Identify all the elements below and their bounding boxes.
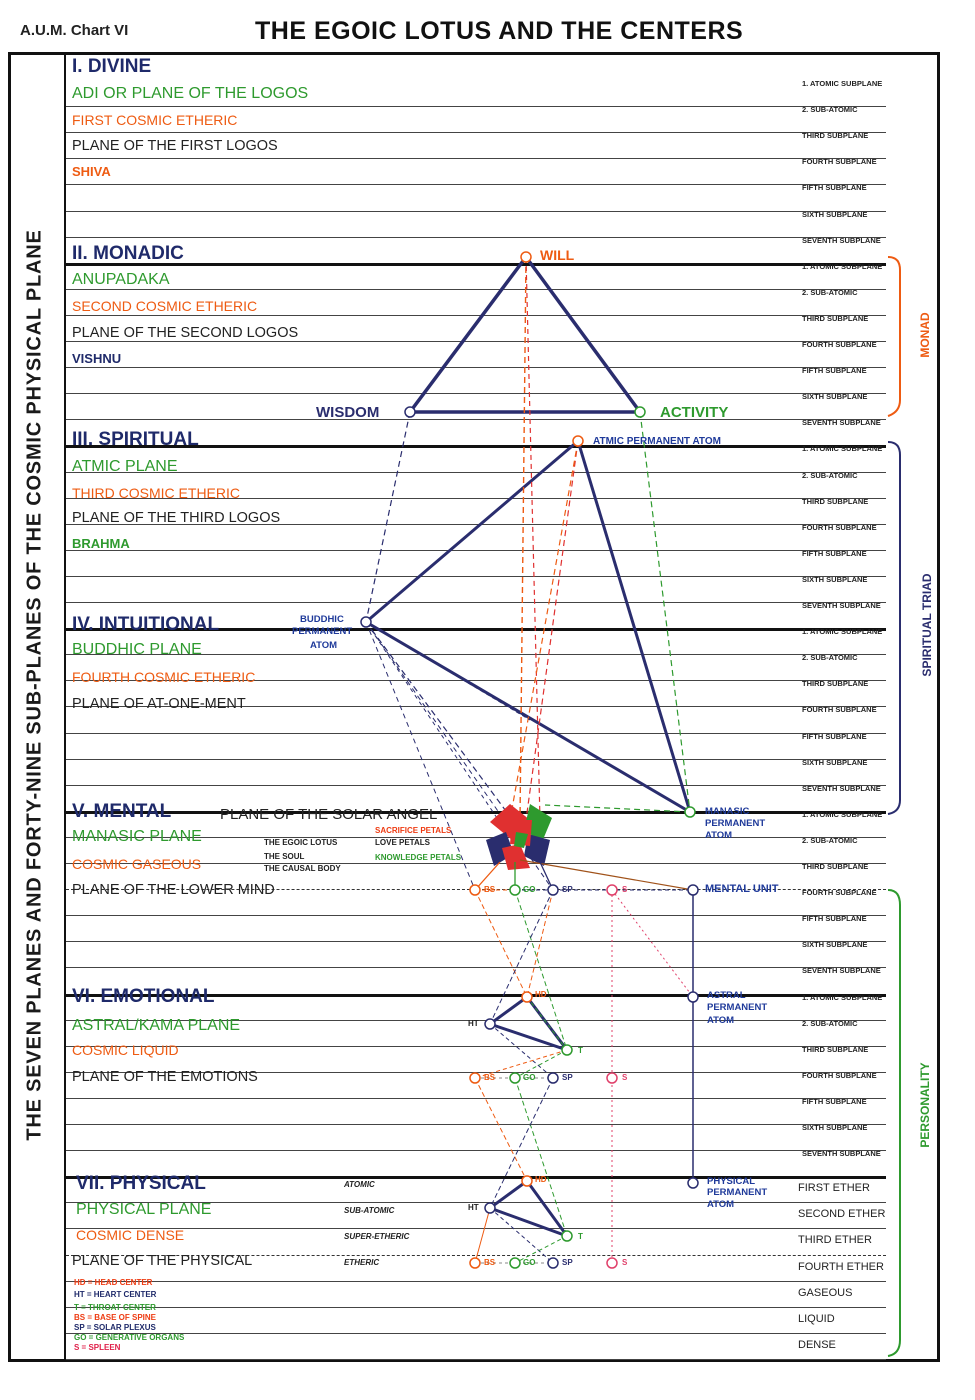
- plane-line: PHYSICAL PLANE: [76, 1201, 212, 1218]
- physical-sublabel: SUPER-ETHERIC: [344, 1232, 410, 1241]
- lotus-label: KNOWLEDGE PETALS: [375, 853, 462, 862]
- center-label-go: GO: [523, 885, 536, 894]
- center-label-bs: BS: [484, 885, 496, 894]
- plane-heading-emotional: VI. EMOTIONAL: [72, 986, 215, 1007]
- plane-line: PLANE OF THE SECOND LOGOS: [72, 325, 299, 341]
- subplane-label: SEVENTH SUBPLANE: [802, 1149, 881, 1158]
- manasic-atom-label: MANASIC: [705, 806, 750, 817]
- manasic-atom-label: PERMANENT: [705, 818, 766, 829]
- physical-triangle: [490, 1181, 567, 1236]
- plane-line: PLANE OF THE THIRD LOGOS: [72, 510, 281, 526]
- subplane-label: FIFTH SUBPLANE: [802, 366, 867, 375]
- subplane-label: 1. ATOMIC SUBPLANE: [802, 444, 883, 453]
- plane-line: FIRST COSMIC ETHERIC: [72, 112, 238, 128]
- plane-line: COSMIC GASEOUS: [72, 856, 202, 872]
- subplane-label: FIFTH SUBPLANE: [802, 732, 867, 741]
- subplane-label: 2. SUB-ATOMIC: [802, 836, 858, 845]
- egoic-lotus-icon: [486, 804, 552, 870]
- legend-item: GO = GENERATIVE ORGANS: [74, 1333, 185, 1342]
- center-label-s: S: [622, 1258, 628, 1267]
- subplane-label: FIFTH SUBPLANE: [802, 549, 867, 558]
- plane-line: MANASIC PLANE: [72, 828, 202, 845]
- plane-line: VISHNU: [72, 351, 122, 366]
- subplane-label: SEVENTH SUBPLANE: [802, 418, 881, 427]
- plane-line: BRAHMA: [72, 536, 130, 551]
- legend-item: SP = SOLAR PLEXUS: [74, 1323, 156, 1332]
- subplane-label: FOURTH SUBPLANE: [802, 157, 877, 166]
- plane-line: ASTRAL/KAMA PLANE: [72, 1017, 241, 1034]
- plane-line: SECOND COSMIC ETHERIC: [72, 298, 258, 314]
- lotus-label: LOVE PETALS: [375, 838, 430, 847]
- plane-line: PLANE OF AT-ONE-MENT: [72, 696, 246, 712]
- legend-item: BS = BASE OF SPINE: [74, 1313, 157, 1322]
- plane-line: PLANE OF THE FIRST LOGOS: [72, 138, 278, 154]
- triad-bracket-label: SPIRITUAL TRIAD: [920, 573, 934, 677]
- plane-line: SHIVA: [72, 164, 111, 179]
- subplane-label: SIXTH SUBPLANE: [802, 575, 868, 584]
- legend-item: HT = HEART CENTER: [74, 1290, 157, 1299]
- subplane-label: 1. ATOMIC SUBPLANE: [802, 627, 883, 636]
- subplane-label: FOURTH SUBPLANE: [802, 523, 877, 532]
- plane-line: PLANE OF THE EMOTIONS: [72, 1069, 258, 1085]
- center-label-ht: HT: [468, 1203, 479, 1212]
- plane-line: PLANE OF THE PHYSICAL: [72, 1253, 253, 1269]
- subplane-label: SEVENTH SUBPLANE: [802, 236, 881, 245]
- subplane-label: LIQUID: [798, 1313, 835, 1325]
- subplane-label: SECOND ETHER: [798, 1208, 886, 1220]
- subplane-label: 2. SUB-ATOMIC: [802, 653, 858, 662]
- page-title: THE EGOIC LOTUS AND THE CENTERS: [255, 17, 744, 45]
- subplane-label: FIFTH SUBPLANE: [802, 183, 867, 192]
- subplane-label: SEVENTH SUBPLANE: [802, 601, 881, 610]
- subplane-label: THIRD SUBPLANE: [802, 862, 869, 871]
- plane-heading-intuitional: IV. INTUITIONAL: [72, 614, 220, 635]
- center-label-hd: HD: [535, 1175, 547, 1184]
- plane-heading-monadic: II. MONADIC: [72, 243, 184, 264]
- subplane-label: THIRD SUBPLANE: [802, 497, 869, 506]
- atmic-atom-label: ATMIC PERMANENT ATOM: [593, 436, 721, 447]
- subplane-label: SIXTH SUBPLANE: [802, 758, 868, 767]
- astral-atom-label: ASTRAL: [707, 990, 746, 1001]
- center-label-s: S: [622, 1073, 628, 1082]
- center-label-bs: BS: [484, 1258, 496, 1267]
- center-label-ht: HT: [468, 1019, 479, 1028]
- subplane-label: SEVENTH SUBPLANE: [802, 784, 881, 793]
- monad-bracket: [888, 257, 900, 416]
- subplane-label: FOURTH ETHER: [798, 1261, 884, 1273]
- triad-triangle: [366, 441, 690, 812]
- subplane-label: 1. ATOMIC SUBPLANE: [802, 262, 883, 271]
- subplane-label: 2. SUB-ATOMIC: [802, 1019, 858, 1028]
- plane-line: PLANE OF THE LOWER MIND: [72, 882, 275, 898]
- astral-atom-label: PERMANENT: [707, 1002, 768, 1013]
- subplane-label: GASEOUS: [798, 1287, 853, 1299]
- buddhic-atom-label: BUDDHIC: [300, 614, 344, 625]
- will-label: WILL: [540, 247, 575, 263]
- center-label-bs: BS: [484, 1073, 496, 1082]
- subplane-label: SIXTH SUBPLANE: [802, 940, 868, 949]
- buddhic-atom-label: PERMANENT: [292, 626, 353, 637]
- subplane-label: DENSE: [798, 1339, 836, 1351]
- subplane-label: 1. ATOMIC SUBPLANE: [802, 993, 883, 1002]
- physical-sublabel: ETHERIC: [344, 1258, 380, 1267]
- physical-sublabel: ATOMIC: [344, 1180, 375, 1189]
- plane-line: BUDDHIC PLANE: [72, 641, 202, 658]
- solar-angel-label: PLANE OF THE SOLAR ANGEL: [220, 806, 438, 823]
- triad-bracket: [888, 442, 900, 814]
- monad-bracket-label: MONAD: [918, 312, 932, 358]
- legend-item: S = SPLEEN: [74, 1343, 121, 1352]
- plane-heading-spiritual: III. SPIRITUAL: [72, 429, 199, 450]
- plane-line: FOURTH COSMIC ETHERIC: [72, 669, 256, 685]
- subplane-label: THIRD SUBPLANE: [802, 679, 869, 688]
- center-label-t: T: [578, 1046, 583, 1055]
- subplane-label: FIRST ETHER: [798, 1182, 870, 1194]
- physical-atom-label: PERMANENT: [707, 1187, 768, 1198]
- subplane-label: THIRD SUBPLANE: [802, 131, 869, 140]
- plane-line: COSMIC DENSE: [76, 1227, 185, 1243]
- subplane-label: 1. ATOMIC SUBPLANE: [802, 79, 883, 88]
- plane-heading-divine: I. DIVINE: [72, 56, 152, 77]
- plane-line: ADI OR PLANE OF THE LOGOS: [72, 85, 309, 102]
- chart-label: A.U.M. Chart VI: [20, 22, 129, 39]
- subplane-label: FOURTH SUBPLANE: [802, 340, 877, 349]
- wisdom-label: WISDOM: [316, 404, 380, 421]
- plane-line: ATMIC PLANE: [72, 458, 178, 475]
- subplane-label: 2. SUB-ATOMIC: [802, 105, 858, 114]
- plane-line: ANUPADAKA: [72, 271, 170, 288]
- center-label-s: S: [622, 885, 628, 894]
- activity-label: ACTIVITY: [660, 404, 729, 421]
- center-label-sp: SP: [562, 885, 573, 894]
- plane-line: COSMIC LIQUID: [72, 1042, 179, 1058]
- subplane-label: SIXTH SUBPLANE: [802, 392, 868, 401]
- subplane-label: FIFTH SUBPLANE: [802, 1097, 867, 1106]
- subplane-label: THIRD SUBPLANE: [802, 314, 869, 323]
- center-label-sp: SP: [562, 1258, 573, 1267]
- plane-line: THIRD COSMIC ETHERIC: [72, 485, 240, 501]
- physical-atom-label: ATOM: [707, 1199, 735, 1210]
- emotional-triangle: [490, 997, 567, 1050]
- subplane-label: 2. SUB-ATOMIC: [802, 471, 858, 480]
- center-label-sp: SP: [562, 1073, 573, 1082]
- center-label-go: GO: [523, 1073, 536, 1082]
- buddhic-atom-label: ATOM: [310, 640, 338, 651]
- subplane-label: 2. SUB-ATOMIC: [802, 288, 858, 297]
- vertical-title: THE SEVEN PLANES AND FORTY-NINE SUB-PLANES OF THE COSMIC PHYSICAL PLANE: [23, 229, 46, 1141]
- lotus-label: THE EGOIC LOTUS: [264, 838, 338, 847]
- subplane-label: THIRD ETHER: [798, 1234, 872, 1246]
- subplane-label: SIXTH SUBPLANE: [802, 210, 868, 219]
- subplane-label: 1. ATOMIC SUBPLANE: [802, 810, 883, 819]
- mental-unit-label: MENTAL UNIT: [705, 883, 779, 895]
- subplane-label: FOURTH SUBPLANE: [802, 1071, 877, 1080]
- lotus-label: THE SOUL: [264, 852, 305, 861]
- subplane-label: SIXTH SUBPLANE: [802, 1123, 868, 1132]
- legend-item: HD = HEAD CENTER: [74, 1278, 153, 1287]
- subplane-label: FIFTH SUBPLANE: [802, 914, 867, 923]
- center-label-hd: HD: [535, 990, 547, 999]
- plane-heading-mental: V. MENTAL: [72, 801, 172, 822]
- subplane-label: FOURTH SUBPLANE: [802, 705, 877, 714]
- physical-atom-label: PHYSICAL: [707, 1176, 756, 1187]
- center-label-t: T: [578, 1232, 583, 1241]
- legend-item: T = THROAT CENTER: [74, 1303, 156, 1312]
- subplane-label: SEVENTH SUBPLANE: [802, 966, 881, 975]
- physical-sublabel: SUB-ATOMIC: [344, 1206, 395, 1215]
- subplane-label: FOURTH SUBPLANE: [802, 888, 877, 897]
- lotus-label: SACRIFICE PETALS: [375, 826, 452, 835]
- lotus-label: THE CAUSAL BODY: [264, 864, 341, 873]
- subplane-label: THIRD SUBPLANE: [802, 1045, 869, 1054]
- astral-atom-label: ATOM: [707, 1015, 735, 1026]
- personality-bracket: [888, 890, 900, 1356]
- center-label-go: GO: [523, 1258, 536, 1267]
- manasic-atom-label: ATOM: [705, 830, 733, 841]
- personality-bracket-label: PERSONALITY: [918, 1062, 932, 1148]
- plane-heading-physical: VII. PHYSICAL: [76, 1173, 206, 1194]
